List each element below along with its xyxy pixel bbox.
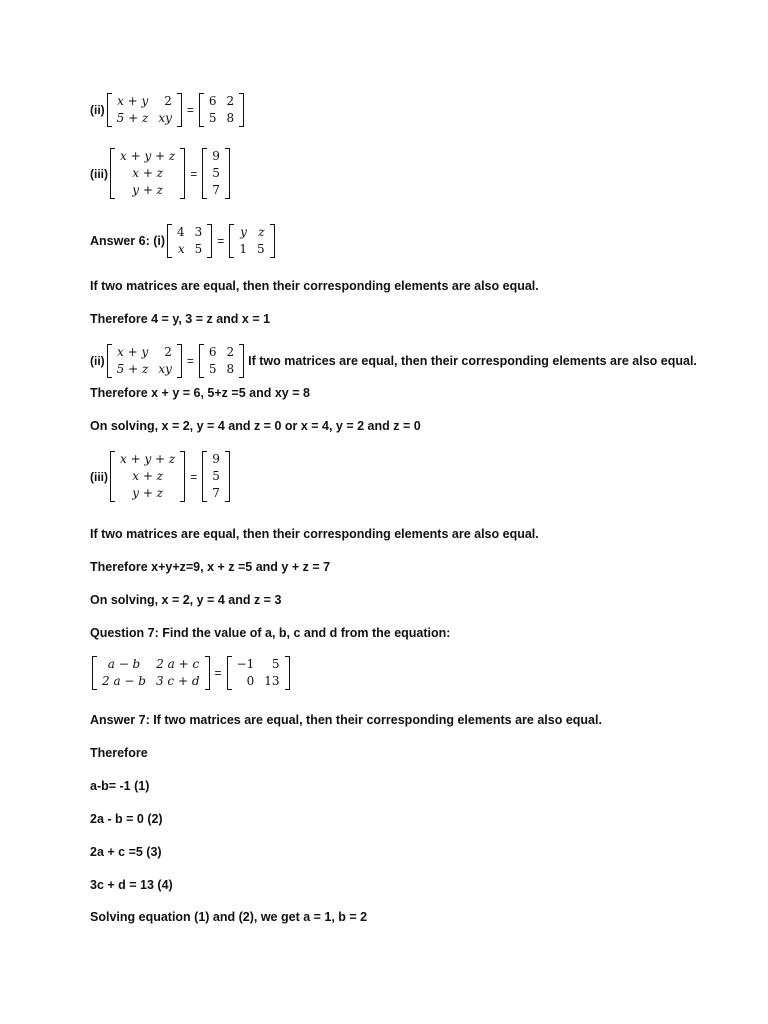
matrix-entry: 2 a − b [102, 674, 146, 688]
matrix-row [115, 182, 180, 199]
matrix-row [234, 224, 269, 241]
matrix-entry: x [177, 242, 185, 256]
matrix-left [110, 451, 185, 502]
matrix-row [115, 468, 180, 485]
matrix-entry: x + z [132, 166, 164, 180]
matrix-entry: 5 [271, 657, 280, 671]
matrix-entry: 2 [226, 345, 235, 359]
answer6-part-ii [90, 344, 697, 378]
matrix-right [229, 224, 274, 258]
matrix-entry: 7 [212, 183, 220, 197]
matrix-entry: 5 [212, 166, 220, 180]
matrix-row [207, 485, 225, 502]
matrix-grid [207, 148, 225, 199]
matrix-right [202, 148, 230, 199]
matrix-grid [172, 224, 207, 258]
matrix-entry: 5 [194, 242, 203, 256]
matrix-entry: 5 [256, 242, 265, 256]
matrix-grid [232, 656, 285, 690]
matrix-entry: 8 [226, 362, 235, 376]
question6-part-iii [90, 148, 232, 199]
matrix-grid [204, 93, 239, 127]
part-label: (ii) [90, 103, 105, 117]
matrix-row [172, 224, 207, 241]
matrix-row [207, 165, 225, 182]
matrix-right [199, 93, 244, 127]
matrix-right [227, 656, 290, 690]
matrix-grid [112, 93, 177, 127]
question6-part-ii [90, 93, 246, 127]
matrix-entry: x + y [117, 94, 149, 108]
matrix-entry: 9 [212, 452, 220, 466]
rule-text: If two matrices are equal, then their corresponding elements are also equal. [248, 354, 697, 368]
answer6-part-i [90, 224, 277, 258]
matrix-row [97, 656, 205, 673]
equals-sign: = [190, 166, 198, 181]
therefore-text: Therefore [90, 746, 148, 760]
matrix-entry: 6 [208, 345, 217, 359]
bracket-right [177, 344, 182, 378]
matrix-row [204, 110, 239, 127]
equals-sign: = [186, 103, 194, 117]
matrix-grid [112, 344, 177, 378]
matrix-entry: y + z [132, 183, 164, 197]
matrix-entry: 5 + z [116, 362, 149, 376]
matrix-entry: 1 [239, 242, 247, 256]
matrix-row [207, 148, 225, 165]
matrix-entry: x + y + z [120, 452, 176, 466]
bracket-right [180, 451, 185, 502]
equation-3: 2a + c =5 (3) [90, 845, 162, 859]
matrix-grid [234, 224, 269, 258]
solving-text: On solving, x = 2, y = 4 and z = 0 or x = 4, y = 2 and z = 0 [90, 419, 421, 433]
matrix-row [112, 361, 177, 378]
matrix-entry: x + z [132, 469, 164, 483]
matrix-entry: 3 [194, 225, 203, 239]
matrix-row [115, 485, 180, 502]
bracket-right [180, 148, 185, 199]
matrix-entry: x + y + z [120, 149, 176, 163]
matrix-row [232, 673, 285, 690]
bracket-right [207, 224, 212, 258]
matrix-row [207, 182, 225, 199]
rule-text: If two matrices are equal, then their corresponding elements are also equal. [90, 527, 539, 541]
matrix-row [232, 656, 285, 673]
matrix-right [202, 451, 230, 502]
matrix-grid [204, 344, 239, 378]
matrix-right [199, 344, 244, 378]
matrix-left [92, 656, 210, 690]
solving-text: On solving, x = 2, y = 4 and z = 3 [90, 593, 282, 607]
therefore-text: Therefore x+y+z=9, x + z =5 and y + z = 7 [90, 560, 331, 574]
equation-1: a-b= -1 (1) [90, 779, 150, 793]
matrix-entry: 0 [246, 674, 255, 688]
matrix-row [207, 451, 225, 468]
matrix-entry: 2 [164, 94, 172, 108]
matrix-row [97, 673, 205, 690]
matrix-grid [115, 451, 180, 502]
matrix-entry: x + y [117, 345, 149, 359]
matrix-entry: xy [158, 362, 172, 376]
question7-text: Question 7: Find the value of a, b, c and d from the equation: [90, 626, 451, 640]
matrix-entry: 7 [212, 486, 220, 500]
solving-text: Solving equation (1) and (2), we get a = 1, b = 2 [90, 910, 368, 924]
matrix-entry: 6 [208, 94, 217, 108]
matrix-entry: 2 a + c [156, 657, 200, 671]
matrix-entry: 3 c + d [155, 674, 200, 688]
matrix-entry: 2 [164, 345, 172, 359]
part-label: (iii) [90, 469, 108, 484]
part-label: (ii) [90, 354, 105, 368]
matrix-row [112, 93, 177, 110]
matrix-entry: 8 [226, 111, 235, 125]
matrix-row [115, 148, 180, 165]
matrix-left [107, 344, 182, 378]
matrix-row [234, 241, 269, 258]
matrix-row [204, 344, 239, 361]
answer7-text: Answer 7: If two matrices are equal, then their corresponding elements are also equal. [90, 713, 602, 727]
matrix-row [112, 110, 177, 127]
bracket-right [285, 656, 290, 690]
matrix-row [115, 165, 180, 182]
rule-text: If two matrices are equal, then their corresponding elements are also equal. [90, 279, 539, 293]
bracket-right [270, 224, 275, 258]
matrix-entry: 5 [208, 362, 217, 376]
therefore-text: Therefore 4 = y, 3 = z and x = 1 [90, 312, 271, 326]
matrix-row [112, 344, 177, 361]
equals-sign: = [186, 354, 194, 368]
matrix-entry: y + z [132, 486, 164, 500]
matrix-entry: z [258, 225, 265, 239]
equals-sign: = [217, 234, 225, 248]
matrix-entry: 2 [226, 94, 235, 108]
matrix-left [167, 224, 212, 258]
equals-sign: = [214, 666, 222, 680]
bracket-right [239, 93, 244, 127]
answer-label: Answer 6: (i) [90, 234, 166, 248]
matrix-entry: 4 [177, 225, 185, 239]
matrix-entry: 5 + z [116, 111, 149, 125]
question7-equation [90, 656, 292, 690]
answer6-part-iii [90, 451, 232, 502]
matrix-entry: 5 [212, 469, 220, 483]
equals-sign: = [190, 469, 198, 484]
matrix-entry: 5 [208, 111, 217, 125]
bracket-right [225, 451, 230, 502]
matrix-row [204, 93, 239, 110]
therefore-text: Therefore x + y = 6, 5+z =5 and xy = 8 [90, 386, 310, 400]
equation-2: 2a - b = 0 (2) [90, 812, 163, 826]
bracket-right [205, 656, 210, 690]
matrix-entry: a − b [107, 657, 141, 671]
matrix-entry: 9 [212, 149, 220, 163]
matrix-grid [115, 148, 180, 199]
matrix-grid [207, 451, 225, 502]
matrix-entry: 13 [264, 674, 280, 688]
matrix-row [172, 241, 207, 258]
matrix-grid [97, 656, 205, 690]
matrix-entry: xy [158, 111, 172, 125]
bracket-right [225, 148, 230, 199]
part-label: (iii) [90, 166, 108, 181]
matrix-row [115, 451, 180, 468]
bracket-right [239, 344, 244, 378]
matrix-left [110, 148, 185, 199]
equation-4: 3c + d = 13 (4) [90, 878, 173, 892]
bracket-right [177, 93, 182, 127]
matrix-entry: −1 [236, 657, 255, 671]
matrix-entry: y [240, 225, 247, 239]
matrix-row [207, 468, 225, 485]
matrix-row [204, 361, 239, 378]
matrix-left [107, 93, 182, 127]
